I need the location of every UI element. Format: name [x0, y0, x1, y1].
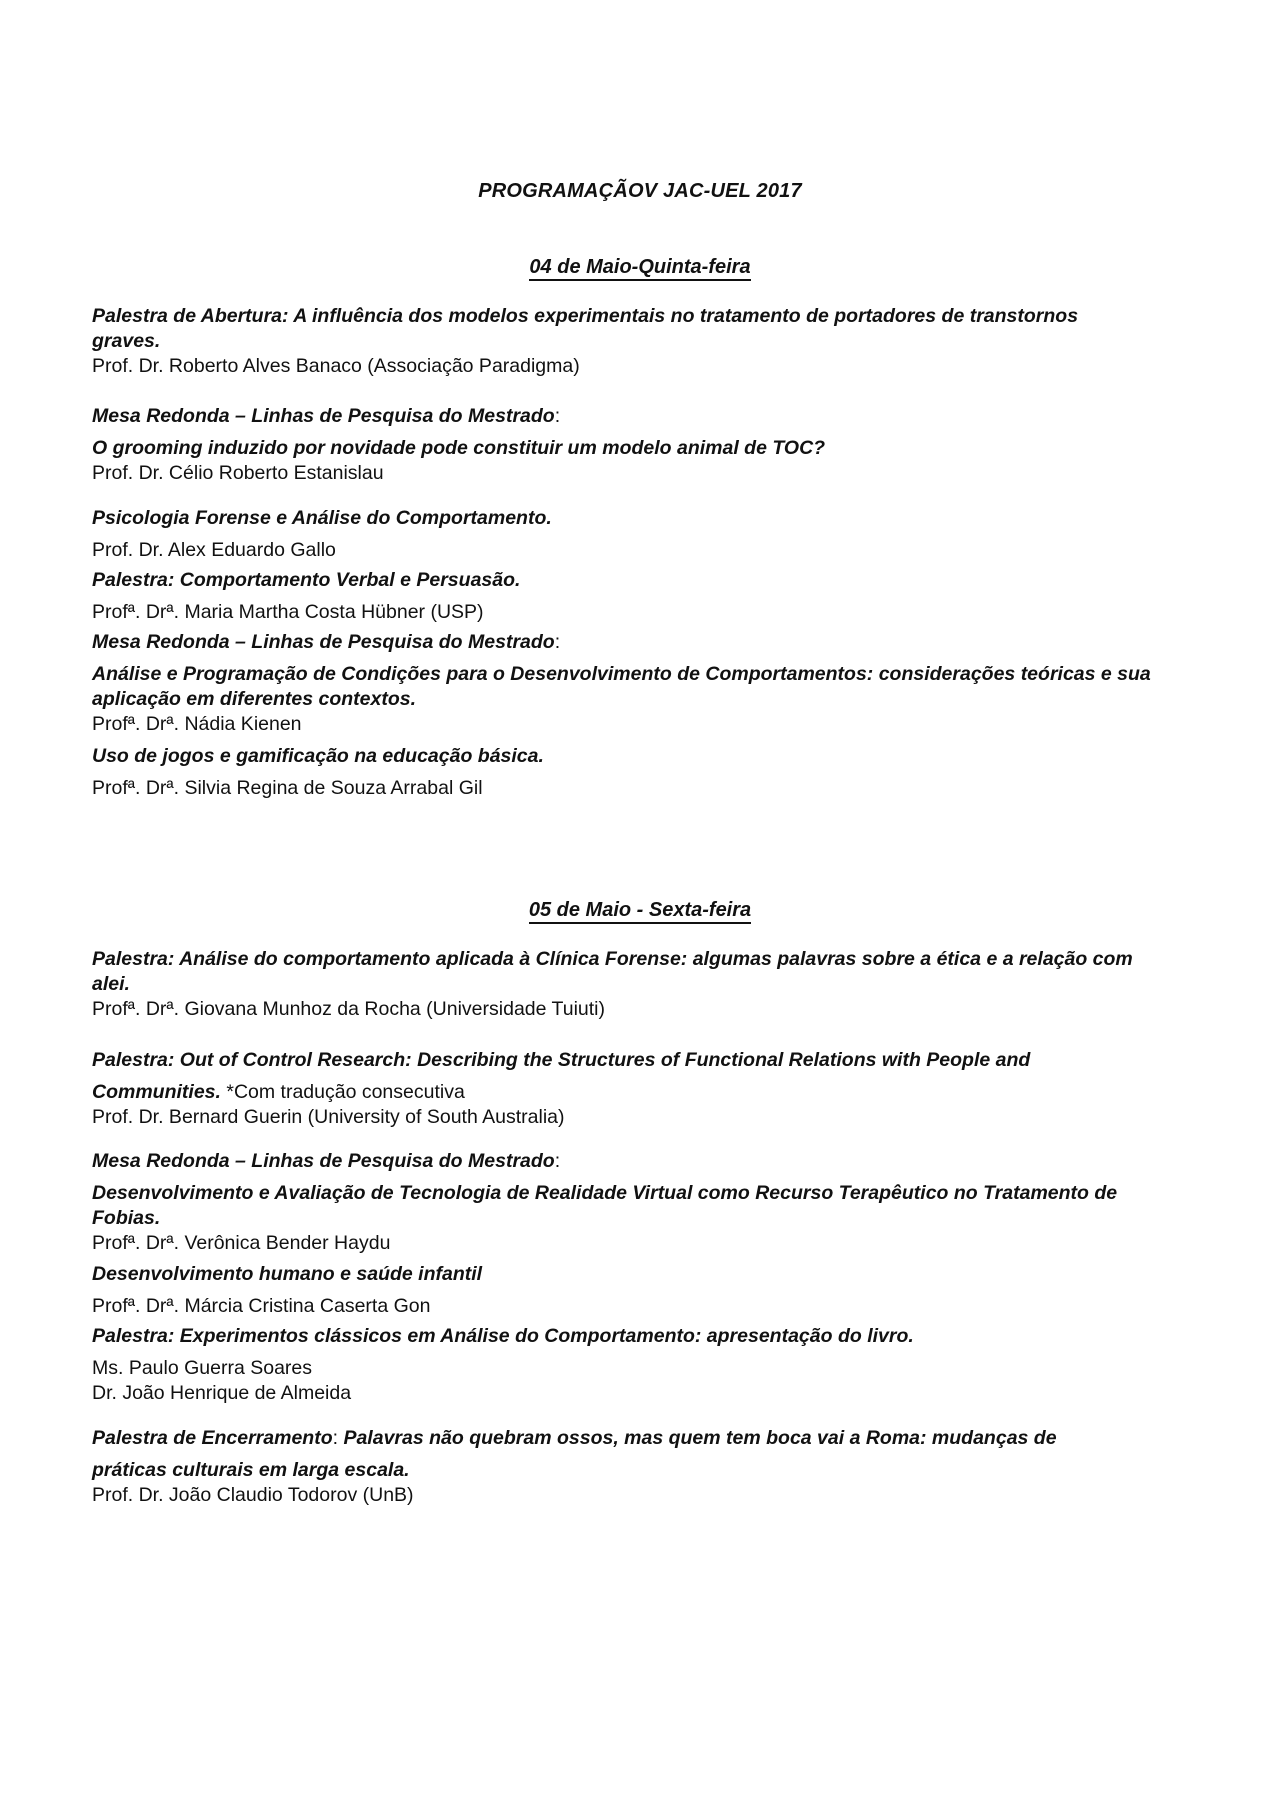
session-label-suffix: : — [554, 405, 561, 427]
program-item — [92, 630, 1262, 737]
program-item — [92, 1149, 1262, 1256]
item-title: práticas culturais em larga escala. — [92, 1459, 410, 1481]
session-label-suffix: : — [332, 1427, 344, 1449]
item-title: alei. — [92, 973, 130, 995]
program-item — [92, 1426, 1262, 1508]
day-heading-2 — [0, 899, 1280, 922]
item-title: graves. — [92, 330, 161, 352]
speaker: Profª. Drª. Márcia Cristina Caserta Gon — [92, 1295, 431, 1317]
item-title: Fobias. — [92, 1207, 161, 1229]
day-heading-1 — [0, 256, 1280, 279]
item-title: Palestra: Out of Control Research: Describing the Structures of Functional Relations with People and — [92, 1049, 1031, 1071]
program-item — [92, 744, 1262, 801]
program-item — [92, 568, 1262, 625]
item-title: Palestra de Abertura: A influência dos modelos experimentais no tratamento de portadores de transtornos — [92, 305, 1079, 327]
document-title: PROGRAMAÇÃOV JAC-UEL 2017 — [478, 180, 802, 202]
speaker: Profª. Drª. Verônica Bender Haydu — [92, 1232, 391, 1254]
session-label: Mesa Redonda – Linhas de Pesquisa do Mestrado — [92, 1150, 555, 1172]
speaker: Prof. Dr. Alex Eduardo Gallo — [92, 539, 336, 561]
item-title: Palavras não quebram ossos, mas quem tem boca vai a Roma: mudanças de — [343, 1427, 1057, 1449]
program-item — [92, 304, 1262, 379]
speaker: Ms. Paulo Guerra Soares — [92, 1357, 313, 1379]
speaker: Prof. Dr. Roberto Alves Banaco (Associação Paradigma) — [92, 355, 580, 377]
session-label: Mesa Redonda – Linhas de Pesquisa do Mestrado — [92, 405, 555, 427]
session-label-suffix: : — [554, 1150, 561, 1172]
item-title: aplicação em diferentes contextos. — [92, 688, 417, 710]
item-title: Palestra: Experimentos clássicos em Análise do Comportamento: apresentação do livro. — [92, 1325, 914, 1347]
program-item — [92, 1262, 1262, 1319]
speaker: Profª. Drª. Maria Martha Costa Hübner (USP) — [92, 601, 484, 623]
program-item — [92, 1048, 1262, 1130]
speaker: Profª. Drª. Nádia Kienen — [92, 713, 302, 735]
session-label: Mesa Redonda – Linhas de Pesquisa do Mestrado — [92, 631, 555, 653]
program-item — [92, 1324, 1262, 1406]
day-heading-text: 04 de Maio-Quinta-feira — [529, 256, 750, 281]
day-heading-text: 05 de Maio - Sexta-feira — [529, 899, 751, 924]
item-title: Análise e Programação de Condições para o Desenvolvimento de Comportamentos: considerações teóricas e sua — [92, 663, 1151, 685]
session-label: Palestra de Encerramento — [92, 1427, 333, 1449]
item-title: Desenvolvimento humano e saúde infantil — [92, 1263, 483, 1285]
item-title: Uso de jogos e gamificação na educação básica. — [92, 745, 544, 767]
program-item — [92, 506, 1262, 563]
item-title: Palestra: Comportamento Verbal e Persuasão. — [92, 569, 521, 591]
item-title: Palestra: Análise do comportamento aplicada à Clínica Forense: algumas palavras sobre a ética e a relação com — [92, 948, 1133, 970]
speaker: Prof. Dr. Bernard Guerin (University of South Australia) — [92, 1106, 565, 1128]
session-label-suffix: : — [554, 631, 561, 653]
speaker: Prof. Dr. Célio Roberto Estanislau — [92, 462, 384, 484]
item-title: Psicologia Forense e Análise do Comportamento. — [92, 507, 552, 529]
item-title: Desenvolvimento e Avaliação de Tecnologia de Realidade Virtual como Recurso Terapêutico no Tratamento de — [92, 1182, 1118, 1204]
translation-note: *Com tradução consecutiva — [220, 1081, 465, 1103]
program-item — [92, 947, 1262, 1022]
program-item — [92, 404, 1262, 486]
speaker: Profª. Drª. Silvia Regina de Souza Arrabal Gil — [92, 777, 483, 799]
speaker: Prof. Dr. João Claudio Todorov (UnB) — [92, 1484, 414, 1506]
item-title: O grooming induzido por novidade pode constituir um modelo animal de TOC? — [92, 437, 826, 459]
speaker: Dr. João Henrique de Almeida — [92, 1382, 352, 1404]
item-title: Communities. — [92, 1081, 221, 1103]
speaker: Profª. Drª. Giovana Munhoz da Rocha (Universidade Tuiuti) — [92, 998, 605, 1020]
